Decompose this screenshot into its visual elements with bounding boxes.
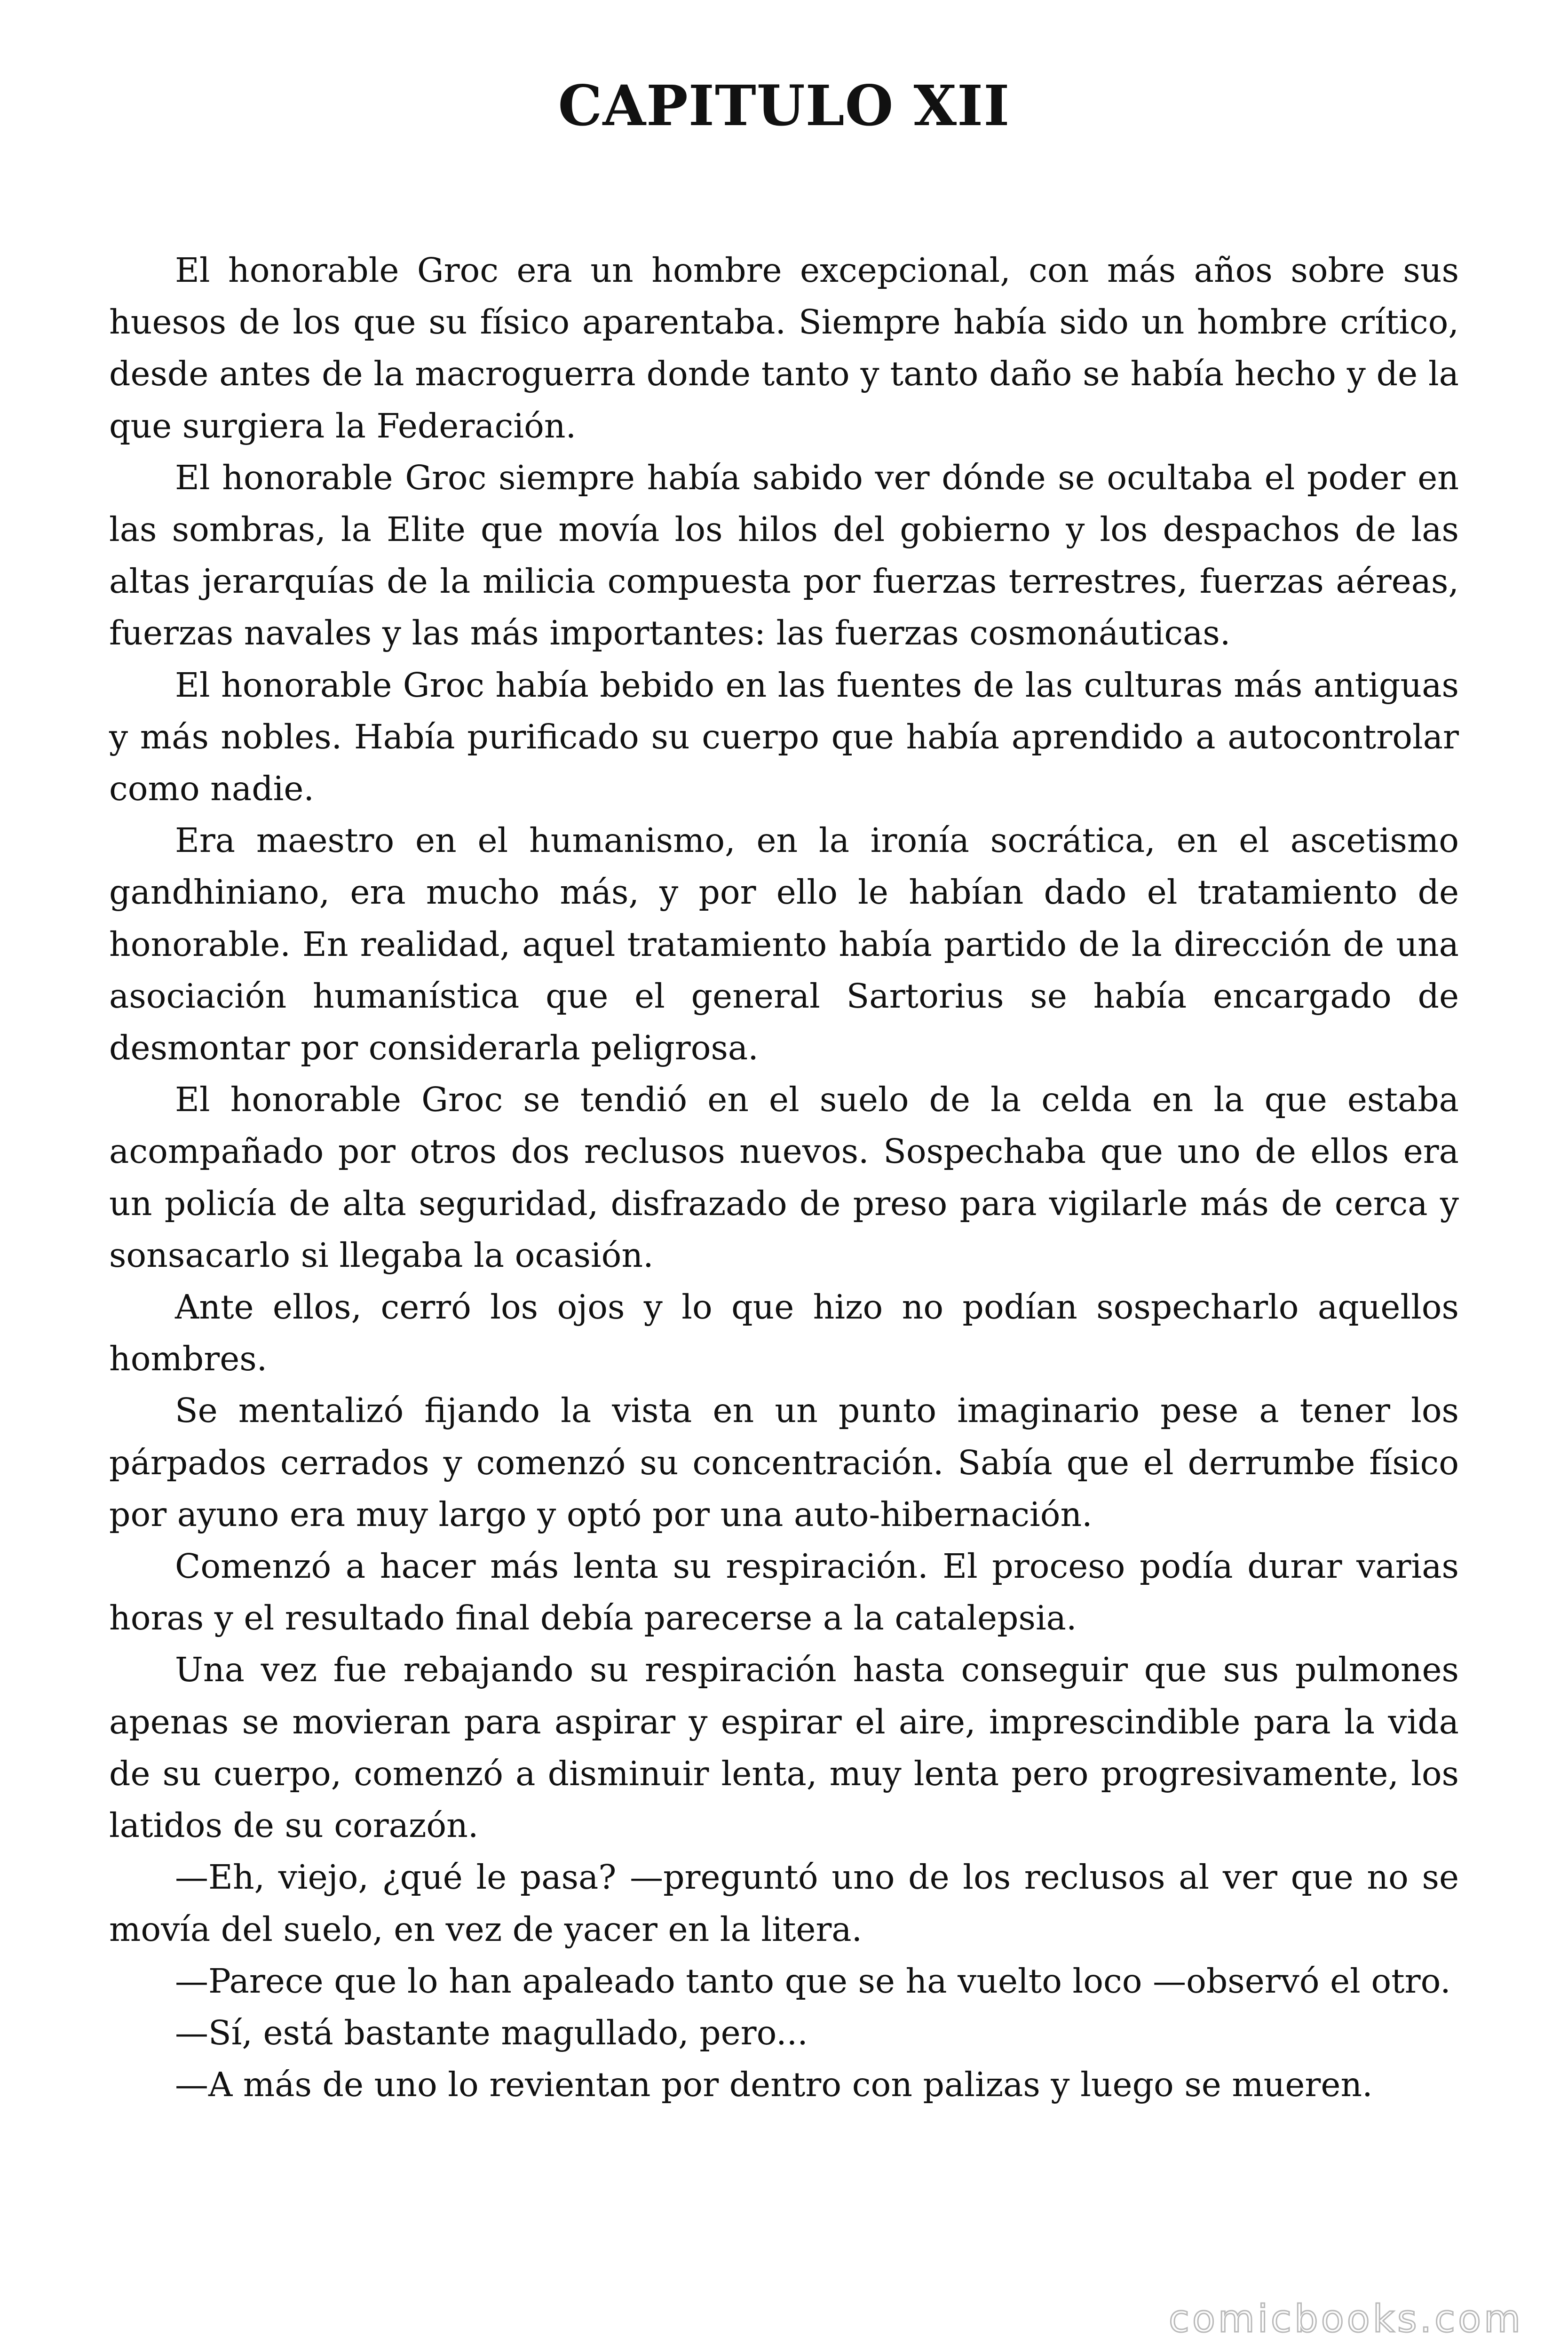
paragraph: El honorable Groc siempre había sabido ver dónde se ocultaba el poder en las sombras, la Elite que movía los hilos del gobierno y los despachos de las altas jerarquías de la milicia compuesta por fuerzas terrestres, fuerzas aéreas, fuerzas navales y las más importantes: las fuerzas cosmonáuticas.: [109, 458, 1459, 653]
paragraph: Comenzó a hacer más lenta su respiración. El proceso podía durar varias horas y el resultado final debía parecerse a la catalepsia.: [109, 1547, 1459, 1638]
paragraph: Se mentalizó fijando la vista en un punto imaginario pese a tener los párpados cerrados y comenzó su concentración. Sabía que el derrumbe físico por ayuno era muy largo y optó por una auto-hibernación.: [109, 1391, 1459, 1534]
paragraph: El honorable Groc era un hombre excepcional, con más años sobre sus huesos de los que su físico aparentaba. Siempre había sido un hombre crítico, desde antes de la macroguerra donde tanto y tanto daño se había hecho y de la que surgiera la Federación.: [109, 251, 1459, 445]
paragraph: Una vez fue rebajando su respiración hasta conseguir que sus pulmones apenas se movieran para aspirar y espirar el aire, imprescindible para la vida de su cuerpo, comenzó a disminuir lenta, muy lenta pero progresivamente, los latidos de su corazón.: [109, 1650, 1459, 1845]
watermark: comicbooks.com: [1168, 2297, 1523, 2341]
dialogue-paragraph: —Eh, viejo, ¿qué le pasa? —preguntó uno de los reclusos al ver que no se movía del suelo, en vez de yacer en la litera.: [109, 1858, 1459, 1949]
dialogue-paragraph: —A más de uno lo revientan por dentro con palizas y luego se mueren.: [175, 2065, 1373, 2105]
paragraph: El honorable Groc había bebido en las fuentes de las culturas más antiguas y más nobles. Había purificado su cuerpo que había aprendido a autocontrolar como nadie.: [109, 665, 1459, 809]
paragraph: Ante ellos, cerró los ojos y lo que hizo no podían sospecharlo aquellos hombres.: [109, 1287, 1459, 1379]
dialogue-paragraph: —Parece que lo han apaleado tanto que se ha vuelto loco —observó el otro.: [175, 1961, 1451, 2001]
chapter-body: [109, 245, 1459, 2111]
dialogue-paragraph: —Sí, está bastante magullado, pero...: [175, 2013, 808, 2052]
chapter-title: CAPITULO XII: [558, 73, 1010, 138]
paragraph: Era maestro en el humanismo, en la ironía socrática, en el ascetismo gandhiniano, era mucho más, y por ello le habían dado el tratamiento de honorable. En realidad, aquel tratamiento había partido de la dirección de una asociación humanística que el general Sartorius se había encargado de desmontar por considerarla peligrosa.: [109, 821, 1459, 1068]
paragraph: El honorable Groc se tendió en el suelo de la celda en la que estaba acompañado por otros dos reclusos nuevos. Sospechaba que uno de ellos era un policía de alta seguridad, disfrazado de preso para vigilarle más de cerca y sonsacarlo si llegaba la ocasión.: [109, 1080, 1459, 1275]
